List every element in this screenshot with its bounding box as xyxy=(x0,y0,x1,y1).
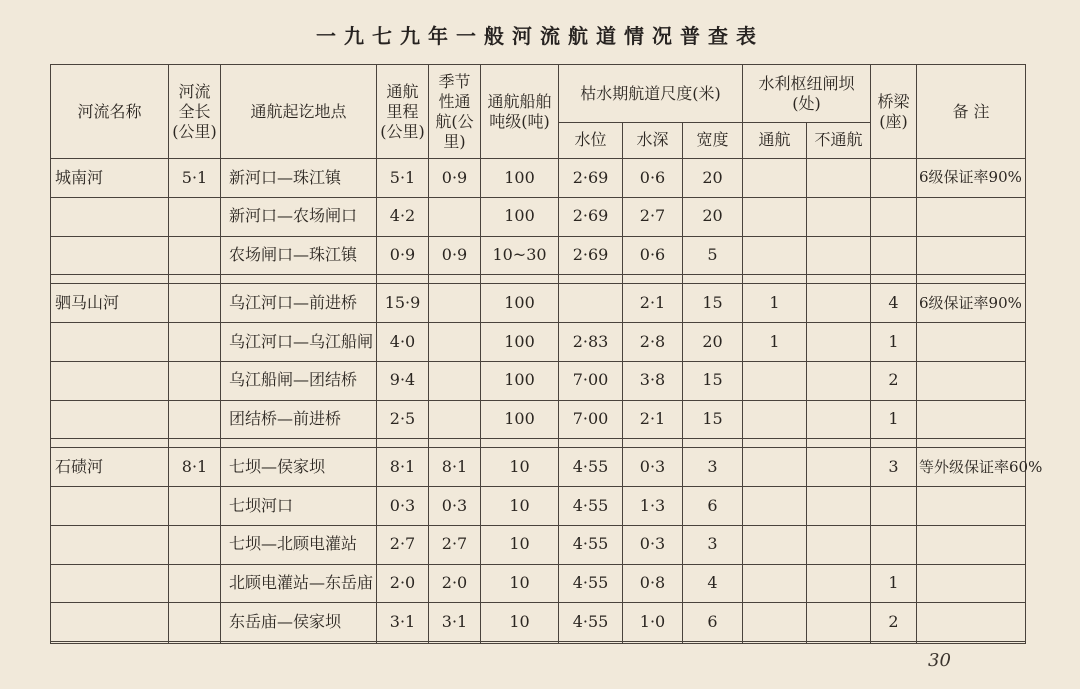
cell-length xyxy=(169,197,221,236)
cell-length xyxy=(169,323,221,362)
cell-mileage: 15·9 xyxy=(377,284,429,323)
empty-cell xyxy=(559,642,623,644)
cell-bridges: 2 xyxy=(871,603,917,642)
cell-route: 乌江船闸—团结桥 xyxy=(221,361,377,400)
cell-note xyxy=(917,525,1026,564)
cell-note xyxy=(917,400,1026,439)
cell-tonnage: 100 xyxy=(481,400,559,439)
cell-length: 5·1 xyxy=(169,159,221,198)
spacer-cell xyxy=(481,275,559,284)
table-row xyxy=(51,236,1026,275)
cell-level: 4·55 xyxy=(559,487,623,526)
header-river-length: 河流全长(公里) xyxy=(169,65,221,159)
header-remarks: 备 注 xyxy=(917,65,1026,159)
cell-width: 20 xyxy=(683,159,743,198)
cell-width: 15 xyxy=(683,400,743,439)
cell-route: 团结桥—前进桥 xyxy=(221,400,377,439)
cell-level: 4·55 xyxy=(559,525,623,564)
cell-width: 6 xyxy=(683,487,743,526)
cell-bridges: 1 xyxy=(871,564,917,603)
cell-note: 6级保证率90% xyxy=(917,159,1026,198)
cell-seasonal xyxy=(429,361,481,400)
header-dry-season: 枯水期航道尺度(米) xyxy=(559,65,743,123)
cell-river xyxy=(51,564,169,603)
cell-nonnav xyxy=(807,487,871,526)
cell-depth: 0·3 xyxy=(623,448,683,487)
cell-mileage: 5·1 xyxy=(377,159,429,198)
cell-river xyxy=(51,400,169,439)
table-row xyxy=(51,159,1026,198)
spacer-cell xyxy=(683,275,743,284)
cell-level: 4·55 xyxy=(559,448,623,487)
header-route: 通航起讫地点 xyxy=(221,65,377,159)
cell-depth: 0·8 xyxy=(623,564,683,603)
empty-row xyxy=(51,642,1026,644)
cell-mileage: 2·0 xyxy=(377,564,429,603)
spacer-cell xyxy=(169,439,221,448)
cell-length xyxy=(169,284,221,323)
cell-level: 2·83 xyxy=(559,323,623,362)
spacer-row xyxy=(51,439,1026,448)
cell-note xyxy=(917,236,1026,275)
spacer-cell xyxy=(377,439,429,448)
cell-mileage: 0·9 xyxy=(377,236,429,275)
cell-mileage: 2·5 xyxy=(377,400,429,439)
cell-mileage: 8·1 xyxy=(377,448,429,487)
spacer-cell xyxy=(871,439,917,448)
cell-depth: 2·8 xyxy=(623,323,683,362)
cell-nonnav xyxy=(807,564,871,603)
cell-level: 7·00 xyxy=(559,400,623,439)
table-row xyxy=(51,323,1026,362)
header-tonnage: 通航船舶吨级(吨) xyxy=(481,65,559,159)
cell-nonnav xyxy=(807,603,871,642)
cell-bridges: 2 xyxy=(871,361,917,400)
empty-cell xyxy=(51,642,169,644)
cell-tonnage: 100 xyxy=(481,197,559,236)
cell-river xyxy=(51,525,169,564)
cell-seasonal xyxy=(429,197,481,236)
empty-cell xyxy=(221,642,377,644)
table-row xyxy=(51,487,1026,526)
spacer-cell xyxy=(743,439,807,448)
cell-seasonal: 8·1 xyxy=(429,448,481,487)
cell-nonnav xyxy=(807,323,871,362)
spacer-cell xyxy=(743,275,807,284)
cell-bridges: 3 xyxy=(871,448,917,487)
header-water-level: 水位 xyxy=(559,123,623,159)
cell-tonnage: 10 xyxy=(481,448,559,487)
cell-mileage: 2·7 xyxy=(377,525,429,564)
cell-nav xyxy=(743,564,807,603)
spacer-cell xyxy=(559,439,623,448)
cell-river: 驷马山河 xyxy=(51,284,169,323)
empty-cell xyxy=(429,642,481,644)
cell-seasonal xyxy=(429,400,481,439)
header-width: 宽度 xyxy=(683,123,743,159)
cell-mileage: 0·3 xyxy=(377,487,429,526)
spacer-row xyxy=(51,275,1026,284)
cell-depth: 0·6 xyxy=(623,236,683,275)
spacer-cell xyxy=(623,439,683,448)
cell-length xyxy=(169,361,221,400)
table-row xyxy=(51,603,1026,642)
cell-nav: 1 xyxy=(743,323,807,362)
cell-route: 新河口—农场闸口 xyxy=(221,197,377,236)
spacer-cell xyxy=(917,275,1026,284)
cell-route: 北顾电灌站—东岳庙 xyxy=(221,564,377,603)
page-title: 一九七九年一般河流航道情况普查表 xyxy=(316,24,764,48)
table-row xyxy=(51,284,1026,323)
header-navigable: 通航 xyxy=(743,123,807,159)
cell-mileage: 9·4 xyxy=(377,361,429,400)
cell-level: 2·69 xyxy=(559,197,623,236)
header-non-navigable: 不通航 xyxy=(807,123,871,159)
spacer-cell xyxy=(871,275,917,284)
spacer-cell xyxy=(51,275,169,284)
cell-bridges xyxy=(871,197,917,236)
cell-mileage: 4·2 xyxy=(377,197,429,236)
header-hydro: 水利枢纽闸坝(处) xyxy=(743,65,871,123)
spacer-cell xyxy=(429,439,481,448)
empty-cell xyxy=(377,642,429,644)
cell-bridges: 1 xyxy=(871,323,917,362)
cell-length xyxy=(169,525,221,564)
cell-river xyxy=(51,603,169,642)
empty-cell xyxy=(169,642,221,644)
cell-depth: 2·7 xyxy=(623,197,683,236)
cell-note: 等外级保证率60% xyxy=(917,448,1026,487)
cell-depth: 3·8 xyxy=(623,361,683,400)
cell-river xyxy=(51,487,169,526)
cell-tonnage: 100 xyxy=(481,284,559,323)
cell-note: 6级保证率90% xyxy=(917,284,1026,323)
cell-note xyxy=(917,323,1026,362)
cell-width: 3 xyxy=(683,525,743,564)
cell-seasonal xyxy=(429,284,481,323)
cell-level: 7·00 xyxy=(559,361,623,400)
cell-level: 4·55 xyxy=(559,603,623,642)
table-row xyxy=(51,525,1026,564)
cell-seasonal: 0·9 xyxy=(429,159,481,198)
empty-cell xyxy=(807,642,871,644)
cell-length xyxy=(169,603,221,642)
cell-route: 七坝河口 xyxy=(221,487,377,526)
cell-route: 乌江河口—前进桥 xyxy=(221,284,377,323)
cell-nonnav xyxy=(807,197,871,236)
cell-width: 5 xyxy=(683,236,743,275)
page-number: 30 xyxy=(928,650,951,671)
cell-nav xyxy=(743,236,807,275)
cell-nav xyxy=(743,603,807,642)
cell-nonnav xyxy=(807,159,871,198)
spacer-cell xyxy=(377,275,429,284)
cell-width: 6 xyxy=(683,603,743,642)
cell-length: 8·1 xyxy=(169,448,221,487)
spacer-cell xyxy=(623,275,683,284)
cell-tonnage: 100 xyxy=(481,361,559,400)
cell-nav xyxy=(743,361,807,400)
cell-route: 东岳庙—侯家坝 xyxy=(221,603,377,642)
header-bridges: 桥梁(座) xyxy=(871,65,917,159)
cell-nonnav xyxy=(807,525,871,564)
spacer-cell xyxy=(559,275,623,284)
cell-bridges xyxy=(871,487,917,526)
cell-depth: 1·0 xyxy=(623,603,683,642)
spacer-cell xyxy=(429,275,481,284)
cell-route: 新河口—珠江镇 xyxy=(221,159,377,198)
cell-level xyxy=(559,284,623,323)
cell-river xyxy=(51,361,169,400)
spacer-cell xyxy=(481,439,559,448)
cell-depth: 2·1 xyxy=(623,400,683,439)
cell-note xyxy=(917,197,1026,236)
cell-bridges: 4 xyxy=(871,284,917,323)
header-river-name: 河流名称 xyxy=(51,65,169,159)
cell-bridges: 1 xyxy=(871,400,917,439)
cell-mileage: 4·0 xyxy=(377,323,429,362)
empty-cell xyxy=(683,642,743,644)
cell-level: 2·69 xyxy=(559,159,623,198)
cell-level: 2·69 xyxy=(559,236,623,275)
cell-nav xyxy=(743,448,807,487)
table-row xyxy=(51,564,1026,603)
cell-route: 乌江河口—乌江船闸 xyxy=(221,323,377,362)
spacer-cell xyxy=(221,275,377,284)
table-row xyxy=(51,197,1026,236)
cell-width: 15 xyxy=(683,361,743,400)
cell-depth: 0·6 xyxy=(623,159,683,198)
cell-note xyxy=(917,361,1026,400)
cell-depth: 0·3 xyxy=(623,525,683,564)
cell-river xyxy=(51,236,169,275)
cell-tonnage: 10 xyxy=(481,525,559,564)
spacer-cell xyxy=(807,439,871,448)
cell-river xyxy=(51,323,169,362)
cell-note xyxy=(917,564,1026,603)
cell-nav: 1 xyxy=(743,284,807,323)
cell-nav xyxy=(743,159,807,198)
cell-width: 3 xyxy=(683,448,743,487)
cell-seasonal: 3·1 xyxy=(429,603,481,642)
cell-nav xyxy=(743,197,807,236)
cell-length xyxy=(169,400,221,439)
cell-route: 农场闸口—珠江镇 xyxy=(221,236,377,275)
cell-seasonal xyxy=(429,323,481,362)
spacer-cell xyxy=(51,439,169,448)
cell-length xyxy=(169,487,221,526)
cell-route: 七坝—侯家坝 xyxy=(221,448,377,487)
empty-cell xyxy=(871,642,917,644)
cell-length xyxy=(169,236,221,275)
spacer-cell xyxy=(807,275,871,284)
cell-tonnage: 10 xyxy=(481,487,559,526)
cell-note xyxy=(917,487,1026,526)
cell-tonnage: 10~30 xyxy=(481,236,559,275)
cell-width: 15 xyxy=(683,284,743,323)
cell-length xyxy=(169,564,221,603)
cell-seasonal: 2·0 xyxy=(429,564,481,603)
cell-tonnage: 10 xyxy=(481,603,559,642)
empty-cell xyxy=(917,642,1026,644)
cell-seasonal: 0·9 xyxy=(429,236,481,275)
spacer-cell xyxy=(221,439,377,448)
cell-nonnav xyxy=(807,236,871,275)
header-nav-mileage: 通航里程(公里) xyxy=(377,65,429,159)
empty-cell xyxy=(743,642,807,644)
spacer-cell xyxy=(683,439,743,448)
cell-bridges xyxy=(871,159,917,198)
cell-bridges xyxy=(871,236,917,275)
header-water-depth: 水深 xyxy=(623,123,683,159)
cell-level: 4·55 xyxy=(559,564,623,603)
cell-river xyxy=(51,197,169,236)
cell-tonnage: 10 xyxy=(481,564,559,603)
table-row xyxy=(51,400,1026,439)
cell-depth: 2·1 xyxy=(623,284,683,323)
cell-nonnav xyxy=(807,361,871,400)
cell-nav xyxy=(743,487,807,526)
cell-nonnav xyxy=(807,448,871,487)
cell-river: 城南河 xyxy=(51,159,169,198)
cell-seasonal: 2·7 xyxy=(429,525,481,564)
survey-table xyxy=(50,64,1043,644)
cell-mileage: 3·1 xyxy=(377,603,429,642)
cell-note xyxy=(917,603,1026,642)
cell-nav xyxy=(743,525,807,564)
cell-depth: 1·3 xyxy=(623,487,683,526)
spacer-cell xyxy=(917,439,1026,448)
cell-seasonal: 0·3 xyxy=(429,487,481,526)
cell-tonnage: 100 xyxy=(481,159,559,198)
cell-nonnav xyxy=(807,400,871,439)
table-row xyxy=(51,448,1026,487)
cell-width: 20 xyxy=(683,197,743,236)
table-row xyxy=(51,361,1026,400)
empty-cell xyxy=(623,642,683,644)
cell-nav xyxy=(743,400,807,439)
header-seasonal: 季节性通航(公里) xyxy=(429,65,481,159)
cell-river: 石碛河 xyxy=(51,448,169,487)
cell-width: 4 xyxy=(683,564,743,603)
cell-route: 七坝—北顾电灌站 xyxy=(221,525,377,564)
empty-cell xyxy=(481,642,559,644)
cell-nonnav xyxy=(807,284,871,323)
cell-tonnage: 100 xyxy=(481,323,559,362)
cell-width: 20 xyxy=(683,323,743,362)
cell-bridges xyxy=(871,525,917,564)
spacer-cell xyxy=(169,275,221,284)
